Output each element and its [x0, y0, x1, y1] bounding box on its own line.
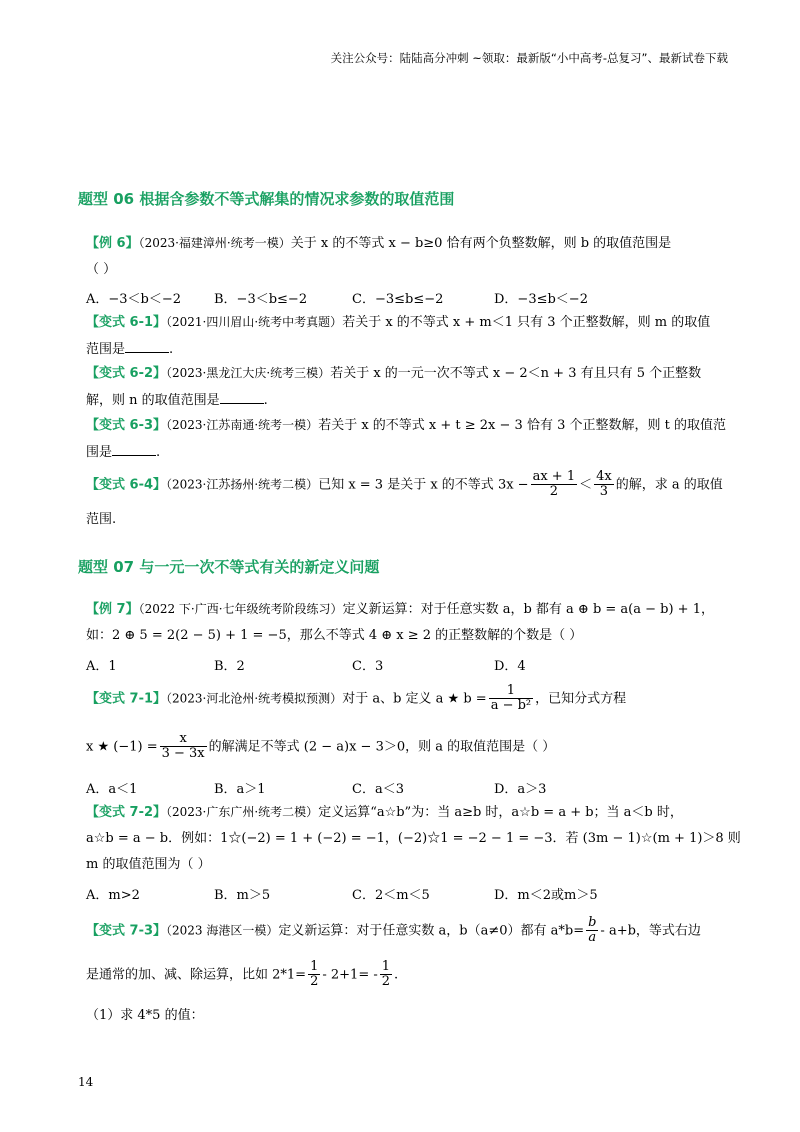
- variant-6-3-line2: [86, 443, 160, 461]
- example-6-line2: （ ）: [86, 262, 117, 277]
- source: （2023·福建漳州·统考一模）: [138, 236, 291, 250]
- variant-7-3-line1: [86, 916, 701, 946]
- denominator: a: [588, 930, 597, 946]
- denominator: 3: [599, 484, 609, 500]
- period: .: [263, 393, 268, 408]
- option-b: B．−3＜b≤−2: [214, 292, 308, 307]
- variant-7-3-question-1: （1）求 4*5 的值：: [86, 1008, 204, 1023]
- numerator: 4x: [596, 469, 612, 484]
- option-d: D．4: [494, 659, 526, 674]
- question-text: x ★ (−1) =: [86, 739, 158, 755]
- period: .: [156, 445, 161, 460]
- variant-7-2-line2: a☆b = a − b．例如：1☆(−2) = 1 + (−2) = −1，(−2)☆1 = −2 − 1 = −3．若 (3m − 1)☆(m + 1)＞8 则: [86, 831, 741, 846]
- question-text: 定义新运算：对于任意实数 a，b（a≠0）都有 a*b=: [278, 923, 585, 939]
- numerator: 1: [310, 959, 319, 974]
- section-title-7: 题型 07 与一元一次不等式有关的新定义问题: [78, 558, 380, 576]
- source: （2022 下·广西·七年级统考阶段练习）: [138, 602, 343, 616]
- fraction: [380, 960, 392, 990]
- question-text: 定义新运算：对于任意实数 a，b 都有 a ⊕ b = a(a − b) + 1，: [342, 602, 714, 617]
- variant-7-2-line3: m 的取值范围为（ ）: [86, 857, 211, 872]
- question-text: 围是: [86, 445, 113, 460]
- less-than: ＜: [579, 477, 593, 493]
- variant-tag: 【变式 6-1】: [86, 315, 167, 330]
- page-number: 14: [78, 1075, 94, 1089]
- option-d: D．a＞3: [494, 782, 547, 797]
- fraction: [594, 470, 614, 500]
- question-text: 定义运算“a☆b”为：当 a≥b 时，a☆b = a + b；当 a＜b 时，: [318, 805, 683, 820]
- numerator: b: [588, 915, 597, 930]
- fraction: [531, 470, 578, 500]
- numerator: x: [160, 732, 207, 747]
- question-text: - 2+1= -: [322, 967, 378, 983]
- denominator: 3 − 3x: [161, 746, 205, 762]
- fraction: [308, 960, 320, 990]
- option-c: C．−3≤b≤−2: [352, 292, 444, 307]
- variant-tag: 【变式 6-2】: [86, 366, 167, 381]
- question-text: 若关于 x 的不等式 x + t ≥ 2x − 3 恰有 3 个正整数解，则 t 的取值范: [318, 418, 726, 433]
- option-a: A．m>2: [86, 888, 140, 903]
- denominator: 2: [381, 974, 391, 990]
- answer-blank: [125, 340, 169, 353]
- question-text: 的解满足不等式 (2 − a)x − 3＞0，则 a 的取值范围是（ ）: [208, 739, 556, 755]
- question-text: 对于 a、b 定义 a ★ b =: [342, 691, 487, 707]
- denominator: 2: [310, 974, 319, 990]
- page-header: 关注公众号：陆陆高分冲刺 ~领取：最新版“小中高考-总复习”、最新试卷下载: [330, 51, 728, 65]
- source: （2021·四川眉山·统考中考真题）: [166, 315, 343, 329]
- variant-6-1-line2: [86, 340, 173, 358]
- variant-6-2-line1: [86, 366, 701, 382]
- variant-6-2-line2: [86, 391, 268, 409]
- source: （2023·江苏南通·统考一模）: [166, 418, 319, 432]
- example-6-line1: [86, 236, 671, 252]
- option-b: B．m＞5: [214, 888, 271, 903]
- option-b: B．a＞1: [214, 782, 266, 797]
- option-d: D．m＜2或m＞5: [494, 888, 598, 903]
- variant-6-4-line1: [86, 470, 723, 500]
- example-tag: 【例 6】: [86, 236, 139, 251]
- question-text: 若关于 x 的一元一次不等式 x − 2＜n + 3 有且只有 5 个正整数: [330, 366, 702, 381]
- variant-6-1-line1: [86, 315, 710, 331]
- variant-7-1-line2: [86, 732, 555, 762]
- question-text: .: [394, 967, 399, 983]
- source: （2023·河北沧州·统考模拟预测）: [166, 691, 343, 706]
- question-text: 关于 x 的不等式 x − b≥0 恰有两个负整数解，则 b 的取值范围是: [290, 236, 672, 251]
- answer-blank: [220, 391, 264, 404]
- variant-7-2-line1: [86, 805, 683, 821]
- numerator: ax + 1: [532, 469, 576, 484]
- question-text: - a+b，等式右边: [600, 923, 701, 939]
- fraction: [489, 684, 533, 714]
- example-tag: 【例 7】: [86, 602, 139, 617]
- answer-blank: [112, 443, 156, 456]
- question-text: 解，则 n 的取值范围是: [86, 393, 220, 408]
- source: （2023·黑龙江大庆·统考三模）: [166, 366, 331, 380]
- example-7-line2: 如：2 ⊕ 5 = 2(2 − 5) + 1 = −5，那么不等式 4 ⊕ x ≥ 2 的正整数解的个数是（ ）: [86, 628, 583, 643]
- period: .: [169, 342, 174, 357]
- fraction: [586, 916, 598, 946]
- variant-tag: 【变式 6-3】: [86, 418, 167, 433]
- variant-tag: 【变式 7-2】: [86, 805, 167, 820]
- numerator: 1: [489, 684, 533, 699]
- option-a: A．−3＜b＜−2: [86, 292, 182, 307]
- option-b: B．2: [214, 659, 245, 674]
- denominator: 2: [549, 484, 558, 500]
- option-c: C．3: [352, 659, 384, 674]
- option-a: A．1: [86, 659, 117, 674]
- numerator: 1: [381, 959, 391, 974]
- option-c: C．2＜m＜5: [352, 888, 430, 903]
- variant-tag: 【变式 7-1】: [86, 691, 167, 707]
- question-text: 已知 x = 3 是关于 x 的不等式 3x −: [318, 477, 529, 493]
- denominator: a − b²: [490, 698, 532, 714]
- option-a: A．a＜1: [86, 782, 138, 797]
- question-text: 的解，求 a 的取值: [615, 477, 723, 493]
- question-text: 范围是: [86, 342, 126, 357]
- option-d: D．−3≤b＜−2: [494, 292, 588, 307]
- source: （2023·江苏扬州·统考二模）: [166, 477, 319, 492]
- variant-6-3-line1: [86, 418, 726, 434]
- fraction: [160, 732, 207, 762]
- variant-6-4-line2: 范围.: [86, 512, 117, 527]
- variant-7-1-line1: [86, 684, 626, 714]
- variant-tag: 【变式 7-3】: [86, 923, 167, 939]
- section-title-6: 题型 06 根据含参数不等式解集的情况求参数的取值范围: [78, 190, 455, 208]
- variant-tag: 【变式 6-4】: [86, 477, 167, 493]
- option-c: C．a＜3: [352, 782, 404, 797]
- example-7-line1: [86, 602, 714, 618]
- question-text: 是通常的加、减、除运算，比如 2*1=: [86, 967, 307, 983]
- variant-7-3-line2: [86, 960, 398, 990]
- question-text: 若关于 x 的不等式 x + m＜1 只有 3 个正整数解，则 m 的取值: [342, 315, 711, 330]
- source: （2023·广东广州·统考二模）: [166, 805, 319, 819]
- question-text: ，已知分式方程: [535, 691, 627, 707]
- source: （2023 海港区一模）: [166, 923, 279, 938]
